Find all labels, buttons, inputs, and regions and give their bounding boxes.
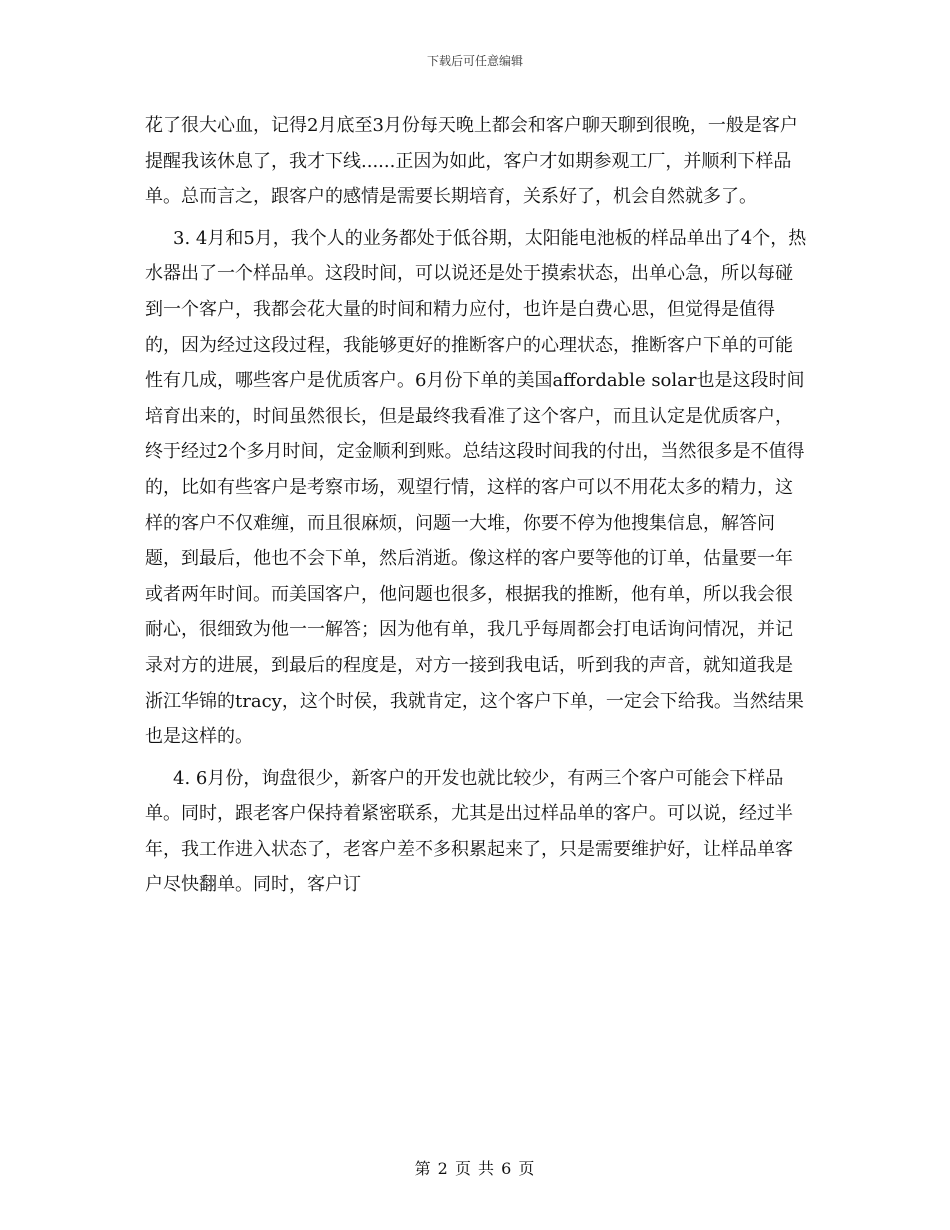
page-header-note: 下载后可任意编辑 bbox=[426, 54, 523, 68]
paragraph-continuation: 花了很大心血，记得2月底至3月份每天晚上都会和客户聊天聊到很晚，一般是客户提醒我该休息了，我才下线......正因为如此，客户才如期参观工厂，并顺利下样品单。总而言之，跟客户的感情是需要长期培育，关系好了，机会自然就多了。 bbox=[145, 115, 798, 208]
page-number-footer: 第 2 页 共 6 页 bbox=[414, 1159, 536, 1178]
document-body bbox=[145, 108, 810, 903]
paragraph-item-4: 4. 6月份，询盘很少，新客户的开发也就比较少，有两三个客户可能会下样品单。同时，跟老客户保持着紧密联系，尤其是出过样品单的客户。可以说，经过半年，我工作进入状态了，老客户差不多积累起来了，只是需要维护好，让样品单客户尽快翻单。同时，客户订 bbox=[145, 767, 793, 896]
paragraph-item-3: 3. 4月和5月，我个人的业务都处于低谷期，太阳能电池板的样品单出了4个，热水器出了一个样品单。这段时间，可以说还是处于摸索状态，出单心急，所以每碰到一个客户，我都会花大量的时间和精力应付，也许是白费心思，但觉得是值得的，因为经过这段过程，我能够更好的推断客户的心理状态，推断客户下单的可能性有几成，哪些客户是优质客户。6月份下单的美国affordable solar也是这段时间培育出来的，时间虽然很长，但是最终我看准了这个客户，而且认定是优质客户，终于经过2个多月时间，定金顺利到账。总结这段时间我的付出，当然很多是不值得的，比如有些客户是考察市场，观望行情，这样的客户可以不用花太多的精力，这样的客户不仅难缠，而且很麻烦，问题一大堆，你要不停为他搜集信息，解答问题，到最后，他也不会下单，然后消逝。像这样的客户要等他的订单，估量要一年或者两年时间。而美国客户，他问题也很多，根据我的推断，他有单，所以我会很耐心，很细致为他一一解答；因为他有单，我几乎每周都会打电话询问情况，并记录对方的进展，到最后的程度是，对方一接到我电话，听到我的声音，就知道我是浙江华锦的tracy，这个时侯，我就肯定，这个客户下单，一定会下给我。当然结果也是这样的。 bbox=[145, 227, 807, 748]
